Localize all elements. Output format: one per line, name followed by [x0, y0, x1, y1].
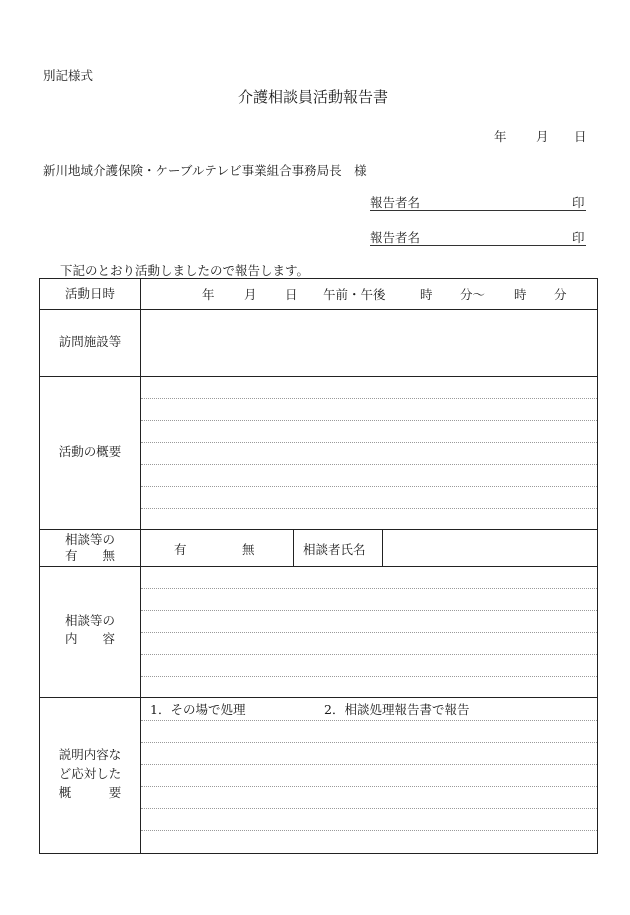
writing-line — [141, 654, 597, 655]
reporter-name-underline-1 — [370, 210, 586, 211]
writing-line — [141, 588, 597, 589]
activity-datetime-label: 活動日時 — [64, 286, 115, 301]
response-option-report: 2．相談処理報告書で報告 — [324, 702, 470, 717]
activity-month-unit: 月 — [244, 287, 257, 302]
am-pm-selector: 午前・午後 — [323, 287, 386, 302]
writing-line — [141, 486, 597, 487]
response-summary-label-line1: 説明内容な — [58, 747, 122, 762]
reporter-name-label-1: 報告者名 — [370, 195, 421, 210]
cell-divider — [382, 529, 383, 566]
date-year-label: 年 — [494, 129, 507, 144]
row-divider — [40, 529, 597, 530]
response-summary-label-line2: ど応対した — [58, 766, 122, 781]
activity-report-form — [39, 278, 598, 854]
writing-line — [141, 464, 597, 465]
writing-line — [141, 420, 597, 421]
start-minute-unit: 分～ — [460, 287, 486, 302]
reporter-name-label-2: 報告者名 — [370, 230, 421, 245]
intro-text: 下記のとおり活動しましたので報告します。 — [60, 263, 310, 278]
date-month-label: 月 — [536, 129, 549, 144]
writing-line — [141, 808, 597, 809]
date-day-label: 日 — [574, 129, 587, 144]
row-divider — [40, 376, 597, 377]
consultation-presence-label-line1: 相談等の — [64, 532, 115, 547]
response-option-handled-on-site: 1．その場で処理 — [150, 702, 246, 717]
writing-line — [141, 442, 597, 443]
form-type-label: 別記様式 — [43, 68, 94, 83]
visit-facility-label: 訪問施設等 — [58, 334, 122, 349]
seal-mark-1: 印 — [572, 195, 585, 210]
writing-line — [141, 676, 597, 677]
response-summary-label-line3: 概 要 — [58, 785, 122, 800]
writing-line — [141, 632, 597, 633]
page-title: 介護相談員活動報告書 — [238, 88, 389, 106]
cell-divider — [293, 529, 294, 566]
writing-line — [141, 508, 597, 509]
writing-line — [141, 398, 597, 399]
consultation-yes-option: 有 — [174, 542, 187, 557]
reporter-name-underline-2 — [370, 245, 586, 246]
addressee: 新川地域介護保険・ケーブルテレビ事業組合事務局長 様 — [43, 163, 367, 178]
writing-line — [141, 786, 597, 787]
consultation-content-label-line2: 内 容 — [64, 631, 115, 646]
row-divider — [40, 309, 597, 310]
writing-line — [141, 742, 597, 743]
start-hour-unit: 時 — [420, 287, 433, 302]
row-divider — [40, 566, 597, 567]
row-divider — [40, 697, 597, 698]
writing-line — [141, 764, 597, 765]
consultant-name-label: 相談者氏名 — [303, 542, 366, 557]
activity-summary-label: 活動の概要 — [58, 444, 122, 459]
seal-mark-2: 印 — [572, 230, 585, 245]
consultation-no-option: 無 — [242, 542, 255, 557]
writing-line — [141, 720, 597, 721]
end-minute-unit: 分 — [554, 287, 567, 302]
activity-day-unit: 日 — [285, 287, 298, 302]
consultation-content-label-line1: 相談等の — [64, 613, 115, 628]
end-hour-unit: 時 — [514, 287, 527, 302]
activity-year-unit: 年 — [202, 287, 215, 302]
writing-line — [141, 610, 597, 611]
writing-line — [141, 830, 597, 831]
consultation-presence-label-line2: 有 無 — [64, 548, 115, 563]
